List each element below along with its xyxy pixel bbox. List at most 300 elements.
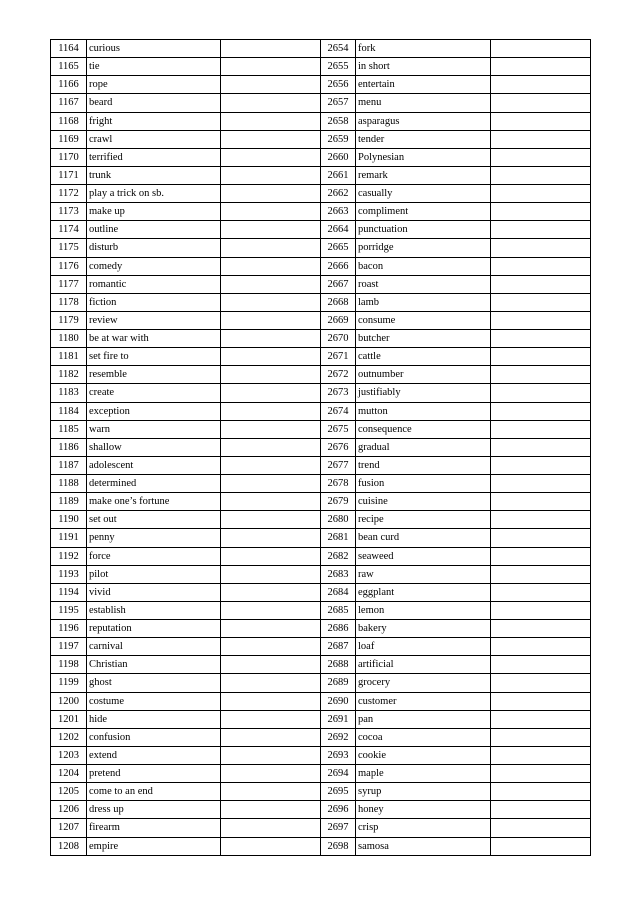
right-word-cell: Polynesian bbox=[356, 148, 491, 166]
right-number-cell: 2674 bbox=[321, 402, 356, 420]
left-blank-cell bbox=[221, 801, 321, 819]
left-blank-cell bbox=[221, 493, 321, 511]
left-blank-cell bbox=[221, 819, 321, 837]
right-word-cell: pan bbox=[356, 710, 491, 728]
table-row bbox=[51, 819, 591, 837]
left-word-cell: confusion bbox=[87, 728, 221, 746]
table-row bbox=[51, 203, 591, 221]
left-word-cell: crawl bbox=[87, 130, 221, 148]
left-number-cell: 1190 bbox=[51, 511, 87, 529]
left-word-cell: force bbox=[87, 547, 221, 565]
table-row bbox=[51, 638, 591, 656]
right-blank-cell bbox=[491, 366, 591, 384]
right-blank-cell bbox=[491, 94, 591, 112]
right-blank-cell bbox=[491, 148, 591, 166]
right-number-cell: 2685 bbox=[321, 601, 356, 619]
left-blank-cell bbox=[221, 529, 321, 547]
right-number-cell: 2684 bbox=[321, 583, 356, 601]
right-number-cell: 2689 bbox=[321, 674, 356, 692]
vocabulary-table bbox=[50, 39, 591, 856]
right-word-cell: consequence bbox=[356, 420, 491, 438]
left-word-cell: rope bbox=[87, 76, 221, 94]
right-number-cell: 2692 bbox=[321, 728, 356, 746]
right-number-cell: 2672 bbox=[321, 366, 356, 384]
left-blank-cell bbox=[221, 257, 321, 275]
table-row bbox=[51, 801, 591, 819]
right-word-cell: consume bbox=[356, 311, 491, 329]
table-row bbox=[51, 601, 591, 619]
left-word-cell: make one’s fortune bbox=[87, 493, 221, 511]
left-blank-cell bbox=[221, 330, 321, 348]
right-number-cell: 2664 bbox=[321, 221, 356, 239]
right-word-cell: eggplant bbox=[356, 583, 491, 601]
table-row bbox=[51, 112, 591, 130]
left-word-cell: extend bbox=[87, 746, 221, 764]
left-word-cell: establish bbox=[87, 601, 221, 619]
left-blank-cell bbox=[221, 58, 321, 76]
table-row bbox=[51, 674, 591, 692]
right-word-cell: syrup bbox=[356, 783, 491, 801]
left-blank-cell bbox=[221, 348, 321, 366]
right-number-cell: 2691 bbox=[321, 710, 356, 728]
left-number-cell: 1200 bbox=[51, 692, 87, 710]
right-word-cell: remark bbox=[356, 166, 491, 184]
right-blank-cell bbox=[491, 257, 591, 275]
right-word-cell: bacon bbox=[356, 257, 491, 275]
right-word-cell: casually bbox=[356, 185, 491, 203]
right-number-cell: 2671 bbox=[321, 348, 356, 366]
left-blank-cell bbox=[221, 601, 321, 619]
right-word-cell: cocoa bbox=[356, 728, 491, 746]
right-word-cell: artificial bbox=[356, 656, 491, 674]
left-word-cell: tie bbox=[87, 58, 221, 76]
table-row bbox=[51, 330, 591, 348]
right-number-cell: 2668 bbox=[321, 293, 356, 311]
left-word-cell: carnival bbox=[87, 638, 221, 656]
right-blank-cell bbox=[491, 330, 591, 348]
right-word-cell: cattle bbox=[356, 348, 491, 366]
left-word-cell: exception bbox=[87, 402, 221, 420]
right-number-cell: 2656 bbox=[321, 76, 356, 94]
left-word-cell: review bbox=[87, 311, 221, 329]
left-word-cell: Christian bbox=[87, 656, 221, 674]
left-blank-cell bbox=[221, 76, 321, 94]
left-blank-cell bbox=[221, 656, 321, 674]
table-row bbox=[51, 257, 591, 275]
left-number-cell: 1202 bbox=[51, 728, 87, 746]
right-number-cell: 2665 bbox=[321, 239, 356, 257]
left-blank-cell bbox=[221, 638, 321, 656]
table-row bbox=[51, 384, 591, 402]
left-number-cell: 1204 bbox=[51, 765, 87, 783]
right-blank-cell bbox=[491, 511, 591, 529]
left-blank-cell bbox=[221, 710, 321, 728]
right-number-cell: 2659 bbox=[321, 130, 356, 148]
left-number-cell: 1206 bbox=[51, 801, 87, 819]
right-number-cell: 2669 bbox=[321, 311, 356, 329]
right-blank-cell bbox=[491, 601, 591, 619]
right-word-cell: grocery bbox=[356, 674, 491, 692]
left-blank-cell bbox=[221, 166, 321, 184]
right-blank-cell bbox=[491, 746, 591, 764]
right-number-cell: 2662 bbox=[321, 185, 356, 203]
table-row bbox=[51, 348, 591, 366]
left-blank-cell bbox=[221, 511, 321, 529]
left-number-cell: 1187 bbox=[51, 456, 87, 474]
right-word-cell: menu bbox=[356, 94, 491, 112]
right-blank-cell bbox=[491, 58, 591, 76]
right-blank-cell bbox=[491, 837, 591, 855]
table-row bbox=[51, 76, 591, 94]
left-number-cell: 1184 bbox=[51, 402, 87, 420]
left-blank-cell bbox=[221, 728, 321, 746]
right-word-cell: entertain bbox=[356, 76, 491, 94]
left-blank-cell bbox=[221, 40, 321, 58]
table-row bbox=[51, 547, 591, 565]
right-word-cell: asparagus bbox=[356, 112, 491, 130]
table-row bbox=[51, 40, 591, 58]
left-number-cell: 1179 bbox=[51, 311, 87, 329]
left-word-cell: disturb bbox=[87, 239, 221, 257]
table-row bbox=[51, 311, 591, 329]
left-blank-cell bbox=[221, 783, 321, 801]
right-number-cell: 2698 bbox=[321, 837, 356, 855]
right-blank-cell bbox=[491, 348, 591, 366]
table-row bbox=[51, 185, 591, 203]
table-row bbox=[51, 221, 591, 239]
right-word-cell: tender bbox=[356, 130, 491, 148]
table-row bbox=[51, 402, 591, 420]
left-word-cell: set fire to bbox=[87, 348, 221, 366]
table-row bbox=[51, 475, 591, 493]
right-word-cell: lamb bbox=[356, 293, 491, 311]
table-row bbox=[51, 293, 591, 311]
table-row bbox=[51, 837, 591, 855]
left-number-cell: 1194 bbox=[51, 583, 87, 601]
right-word-cell: raw bbox=[356, 565, 491, 583]
right-blank-cell bbox=[491, 692, 591, 710]
right-blank-cell bbox=[491, 783, 591, 801]
table-row bbox=[51, 765, 591, 783]
right-blank-cell bbox=[491, 565, 591, 583]
right-word-cell: porridge bbox=[356, 239, 491, 257]
left-number-cell: 1173 bbox=[51, 203, 87, 221]
right-number-cell: 2654 bbox=[321, 40, 356, 58]
table-row bbox=[51, 565, 591, 583]
left-number-cell: 1207 bbox=[51, 819, 87, 837]
right-blank-cell bbox=[491, 130, 591, 148]
right-blank-cell bbox=[491, 203, 591, 221]
table-row bbox=[51, 148, 591, 166]
left-blank-cell bbox=[221, 438, 321, 456]
right-number-cell: 2663 bbox=[321, 203, 356, 221]
right-number-cell: 2667 bbox=[321, 275, 356, 293]
left-number-cell: 1176 bbox=[51, 257, 87, 275]
table-row bbox=[51, 366, 591, 384]
left-word-cell: outline bbox=[87, 221, 221, 239]
table-row bbox=[51, 493, 591, 511]
left-word-cell: penny bbox=[87, 529, 221, 547]
right-number-cell: 2675 bbox=[321, 420, 356, 438]
left-blank-cell bbox=[221, 203, 321, 221]
left-number-cell: 1208 bbox=[51, 837, 87, 855]
left-word-cell: make up bbox=[87, 203, 221, 221]
left-number-cell: 1189 bbox=[51, 493, 87, 511]
right-number-cell: 2658 bbox=[321, 112, 356, 130]
right-word-cell: seaweed bbox=[356, 547, 491, 565]
right-blank-cell bbox=[491, 185, 591, 203]
left-blank-cell bbox=[221, 148, 321, 166]
right-blank-cell bbox=[491, 493, 591, 511]
left-number-cell: 1164 bbox=[51, 40, 87, 58]
left-number-cell: 1192 bbox=[51, 547, 87, 565]
left-blank-cell bbox=[221, 402, 321, 420]
left-number-cell: 1201 bbox=[51, 710, 87, 728]
right-number-cell: 2681 bbox=[321, 529, 356, 547]
left-blank-cell bbox=[221, 583, 321, 601]
table-row bbox=[51, 58, 591, 76]
left-number-cell: 1186 bbox=[51, 438, 87, 456]
right-number-cell: 2666 bbox=[321, 257, 356, 275]
right-blank-cell bbox=[491, 420, 591, 438]
table-row bbox=[51, 620, 591, 638]
left-blank-cell bbox=[221, 565, 321, 583]
left-word-cell: adolescent bbox=[87, 456, 221, 474]
right-word-cell: compliment bbox=[356, 203, 491, 221]
left-blank-cell bbox=[221, 420, 321, 438]
left-word-cell: determined bbox=[87, 475, 221, 493]
left-blank-cell bbox=[221, 765, 321, 783]
left-word-cell: set out bbox=[87, 511, 221, 529]
right-word-cell: in short bbox=[356, 58, 491, 76]
right-number-cell: 2693 bbox=[321, 746, 356, 764]
table-row bbox=[51, 275, 591, 293]
table-row bbox=[51, 692, 591, 710]
right-word-cell: fork bbox=[356, 40, 491, 58]
left-word-cell: ghost bbox=[87, 674, 221, 692]
left-blank-cell bbox=[221, 746, 321, 764]
right-number-cell: 2676 bbox=[321, 438, 356, 456]
right-word-cell: bean curd bbox=[356, 529, 491, 547]
left-number-cell: 1193 bbox=[51, 565, 87, 583]
left-blank-cell bbox=[221, 674, 321, 692]
left-word-cell: empire bbox=[87, 837, 221, 855]
left-word-cell: dress up bbox=[87, 801, 221, 819]
right-blank-cell bbox=[491, 166, 591, 184]
right-word-cell: justifiably bbox=[356, 384, 491, 402]
right-number-cell: 2670 bbox=[321, 330, 356, 348]
left-blank-cell bbox=[221, 311, 321, 329]
left-blank-cell bbox=[221, 94, 321, 112]
left-blank-cell bbox=[221, 384, 321, 402]
left-word-cell: hide bbox=[87, 710, 221, 728]
left-word-cell: shallow bbox=[87, 438, 221, 456]
left-number-cell: 1166 bbox=[51, 76, 87, 94]
left-number-cell: 1188 bbox=[51, 475, 87, 493]
right-blank-cell bbox=[491, 76, 591, 94]
left-number-cell: 1177 bbox=[51, 275, 87, 293]
left-number-cell: 1172 bbox=[51, 185, 87, 203]
right-blank-cell bbox=[491, 728, 591, 746]
right-word-cell: bakery bbox=[356, 620, 491, 638]
right-number-cell: 2677 bbox=[321, 456, 356, 474]
left-number-cell: 1197 bbox=[51, 638, 87, 656]
left-number-cell: 1170 bbox=[51, 148, 87, 166]
right-word-cell: samosa bbox=[356, 837, 491, 855]
left-word-cell: fright bbox=[87, 112, 221, 130]
right-number-cell: 2680 bbox=[321, 511, 356, 529]
right-word-cell: roast bbox=[356, 275, 491, 293]
right-word-cell: customer bbox=[356, 692, 491, 710]
right-blank-cell bbox=[491, 40, 591, 58]
table-row bbox=[51, 420, 591, 438]
right-blank-cell bbox=[491, 438, 591, 456]
right-number-cell: 2660 bbox=[321, 148, 356, 166]
right-blank-cell bbox=[491, 311, 591, 329]
right-number-cell: 2697 bbox=[321, 819, 356, 837]
left-word-cell: vivid bbox=[87, 583, 221, 601]
right-word-cell: punctuation bbox=[356, 221, 491, 239]
left-word-cell: resemble bbox=[87, 366, 221, 384]
left-word-cell: create bbox=[87, 384, 221, 402]
right-word-cell: trend bbox=[356, 456, 491, 474]
table-row bbox=[51, 656, 591, 674]
left-number-cell: 1185 bbox=[51, 420, 87, 438]
left-blank-cell bbox=[221, 185, 321, 203]
left-word-cell: warn bbox=[87, 420, 221, 438]
right-word-cell: maple bbox=[356, 765, 491, 783]
right-blank-cell bbox=[491, 221, 591, 239]
left-number-cell: 1182 bbox=[51, 366, 87, 384]
right-word-cell: recipe bbox=[356, 511, 491, 529]
left-number-cell: 1203 bbox=[51, 746, 87, 764]
left-number-cell: 1167 bbox=[51, 94, 87, 112]
left-number-cell: 1196 bbox=[51, 620, 87, 638]
left-number-cell: 1174 bbox=[51, 221, 87, 239]
left-blank-cell bbox=[221, 130, 321, 148]
left-number-cell: 1175 bbox=[51, 239, 87, 257]
table-row bbox=[51, 783, 591, 801]
vocabulary-table-body bbox=[51, 40, 591, 856]
right-blank-cell bbox=[491, 801, 591, 819]
left-number-cell: 1180 bbox=[51, 330, 87, 348]
right-blank-cell bbox=[491, 819, 591, 837]
left-number-cell: 1205 bbox=[51, 783, 87, 801]
table-row bbox=[51, 583, 591, 601]
table-row bbox=[51, 239, 591, 257]
table-row bbox=[51, 511, 591, 529]
table-row bbox=[51, 94, 591, 112]
right-number-cell: 2687 bbox=[321, 638, 356, 656]
left-blank-cell bbox=[221, 456, 321, 474]
right-number-cell: 2657 bbox=[321, 94, 356, 112]
right-word-cell: gradual bbox=[356, 438, 491, 456]
right-blank-cell bbox=[491, 656, 591, 674]
right-blank-cell bbox=[491, 456, 591, 474]
left-blank-cell bbox=[221, 293, 321, 311]
right-word-cell: fusion bbox=[356, 475, 491, 493]
table-row bbox=[51, 728, 591, 746]
right-blank-cell bbox=[491, 638, 591, 656]
left-word-cell: trunk bbox=[87, 166, 221, 184]
left-number-cell: 1181 bbox=[51, 348, 87, 366]
left-blank-cell bbox=[221, 692, 321, 710]
right-blank-cell bbox=[491, 765, 591, 783]
left-word-cell: reputation bbox=[87, 620, 221, 638]
left-number-cell: 1168 bbox=[51, 112, 87, 130]
right-number-cell: 2683 bbox=[321, 565, 356, 583]
right-blank-cell bbox=[491, 112, 591, 130]
table-row bbox=[51, 438, 591, 456]
left-number-cell: 1165 bbox=[51, 58, 87, 76]
right-number-cell: 2690 bbox=[321, 692, 356, 710]
left-number-cell: 1171 bbox=[51, 166, 87, 184]
right-blank-cell bbox=[491, 384, 591, 402]
left-number-cell: 1169 bbox=[51, 130, 87, 148]
left-word-cell: costume bbox=[87, 692, 221, 710]
left-word-cell: curious bbox=[87, 40, 221, 58]
left-word-cell: pretend bbox=[87, 765, 221, 783]
left-number-cell: 1178 bbox=[51, 293, 87, 311]
right-blank-cell bbox=[491, 475, 591, 493]
left-blank-cell bbox=[221, 275, 321, 293]
right-number-cell: 2678 bbox=[321, 475, 356, 493]
right-blank-cell bbox=[491, 293, 591, 311]
left-blank-cell bbox=[221, 547, 321, 565]
left-blank-cell bbox=[221, 837, 321, 855]
table-row bbox=[51, 529, 591, 547]
table-row bbox=[51, 456, 591, 474]
right-blank-cell bbox=[491, 529, 591, 547]
left-word-cell: beard bbox=[87, 94, 221, 112]
left-blank-cell bbox=[221, 239, 321, 257]
right-word-cell: outnumber bbox=[356, 366, 491, 384]
right-number-cell: 2673 bbox=[321, 384, 356, 402]
left-blank-cell bbox=[221, 475, 321, 493]
right-word-cell: honey bbox=[356, 801, 491, 819]
right-number-cell: 2682 bbox=[321, 547, 356, 565]
right-blank-cell bbox=[491, 674, 591, 692]
right-number-cell: 2688 bbox=[321, 656, 356, 674]
right-word-cell: cuisine bbox=[356, 493, 491, 511]
left-word-cell: comedy bbox=[87, 257, 221, 275]
right-number-cell: 2661 bbox=[321, 166, 356, 184]
left-word-cell: firearm bbox=[87, 819, 221, 837]
right-number-cell: 2696 bbox=[321, 801, 356, 819]
left-word-cell: pilot bbox=[87, 565, 221, 583]
left-blank-cell bbox=[221, 366, 321, 384]
left-word-cell: romantic bbox=[87, 275, 221, 293]
right-number-cell: 2695 bbox=[321, 783, 356, 801]
left-blank-cell bbox=[221, 112, 321, 130]
table-row bbox=[51, 166, 591, 184]
table-row bbox=[51, 130, 591, 148]
left-number-cell: 1198 bbox=[51, 656, 87, 674]
right-number-cell: 2679 bbox=[321, 493, 356, 511]
right-blank-cell bbox=[491, 547, 591, 565]
left-number-cell: 1183 bbox=[51, 384, 87, 402]
right-word-cell: butcher bbox=[356, 330, 491, 348]
left-word-cell: come to an end bbox=[87, 783, 221, 801]
right-word-cell: lemon bbox=[356, 601, 491, 619]
left-word-cell: be at war with bbox=[87, 330, 221, 348]
right-word-cell: cookie bbox=[356, 746, 491, 764]
right-blank-cell bbox=[491, 710, 591, 728]
left-word-cell: fiction bbox=[87, 293, 221, 311]
right-blank-cell bbox=[491, 275, 591, 293]
right-blank-cell bbox=[491, 583, 591, 601]
left-number-cell: 1199 bbox=[51, 674, 87, 692]
